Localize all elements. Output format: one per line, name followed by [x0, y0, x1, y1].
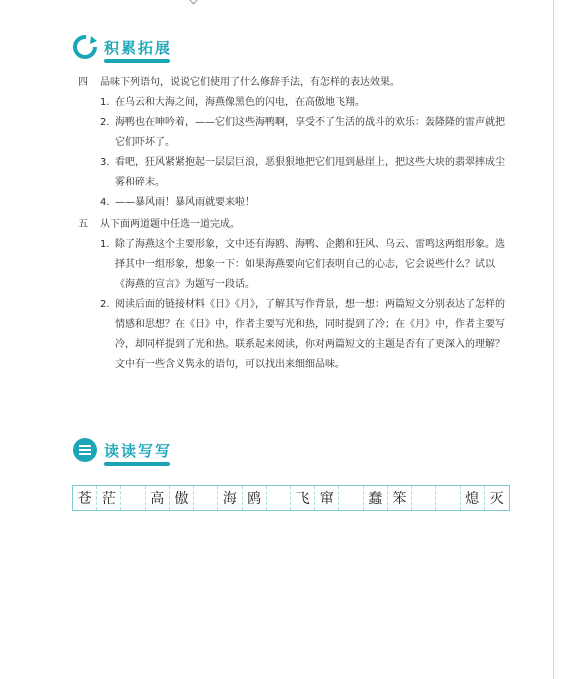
item-number: 4.: [100, 197, 110, 208]
item-number: 3.: [100, 157, 110, 168]
grid-cell: [412, 486, 436, 510]
item-number: 2.: [100, 117, 110, 128]
grid-cell: 傲: [170, 486, 194, 510]
item-text: 在乌云和大海之间，海燕像黑色的闪电，在高傲地飞翔。: [115, 97, 365, 108]
grid-cell: [121, 486, 145, 510]
question-number: 四: [78, 77, 88, 88]
list-item: [100, 93, 512, 113]
section-title: [104, 37, 172, 58]
grid-cell: 笨: [388, 486, 412, 510]
section-title-text: 读读写写: [104, 441, 173, 460]
page-edge: [553, 0, 554, 679]
grid-cell: 苍: [73, 486, 97, 510]
grid-cell: 窜: [315, 486, 339, 510]
grid-cell: 高: [146, 486, 170, 510]
section-header-accumulate: [72, 34, 172, 60]
title-underline: [104, 59, 170, 63]
list-item: [100, 235, 512, 295]
grid-cell: 海: [218, 486, 242, 510]
grid-cell: 茫: [97, 486, 121, 510]
grid-cell: 飞: [291, 486, 315, 510]
question-text: 品味下列语句，说说它们使用了什么修辞手法，有怎样的表达效果。: [100, 77, 400, 88]
item-text: ——暴风雨！暴风雨就要来啦！: [115, 197, 255, 208]
item-number: 2.: [100, 299, 110, 310]
grid-cell: [339, 486, 363, 510]
grid-cell: 熄: [461, 486, 485, 510]
item-text: 看吧，狂风紧紧抱起一层层巨浪，恶狠狠地把它们甩到悬崖上，把这些大块的翡翠摔成尘雾和碎末。: [115, 157, 505, 188]
item-text: 阅读后面的链接材料《日》《月》，了解其写作背景，想一想：两篇短文分别表达了怎样的情感和思想？在《日》中，作者主要写光和热，同时提到了冷；在《月》中，作者主要写冷，却同样提到了光和热。联系起来阅读，你对两篇短文的主题是否有了更深入的理解？文中有一些含义隽永的语句，可以找出来细细品味。: [115, 299, 505, 370]
title-underline: [104, 462, 170, 466]
item-number: 1.: [100, 239, 110, 250]
list-item: [100, 193, 512, 213]
item-text: 除了海燕这个主要形象，文中还有海鸥、海鸭、企鹅和狂风、乌云、雷鸣这两组形象。选择其中一组形象，想象一下：如果海燕要向它们表明自己的心志，它会说些什么？试以《海燕的宣言》为题写一段话。: [115, 239, 505, 290]
grid-cell: 鸥: [243, 486, 267, 510]
item-number: 1.: [100, 97, 110, 108]
question-text: 从下面两道题中任选一道完成。: [100, 219, 240, 230]
grid-cell: 灭: [489, 491, 504, 507]
writing-grid: [72, 485, 510, 511]
list-item: [100, 295, 512, 375]
grid-cell: [436, 486, 460, 510]
page-top-mark: [189, 0, 199, 4]
item-text: 海鸭也在呻吟着，——它们这些海鸭啊，享受不了生活的战斗的欢乐：轰隆隆的雷声就把它们吓坏了。: [115, 117, 505, 148]
question-number: 五: [78, 219, 88, 230]
section-title-text: 积累拓展: [104, 38, 173, 57]
list-item: [100, 153, 512, 193]
refresh-arrow-icon: [72, 34, 98, 60]
grid-cell: [194, 486, 218, 510]
grid-cell: 蠢: [364, 486, 388, 510]
list-lines-icon: [72, 437, 98, 463]
section-header-read-write: [72, 437, 172, 463]
section-title: [104, 440, 172, 461]
list-item: [100, 113, 512, 153]
grid-cell: [267, 486, 291, 510]
